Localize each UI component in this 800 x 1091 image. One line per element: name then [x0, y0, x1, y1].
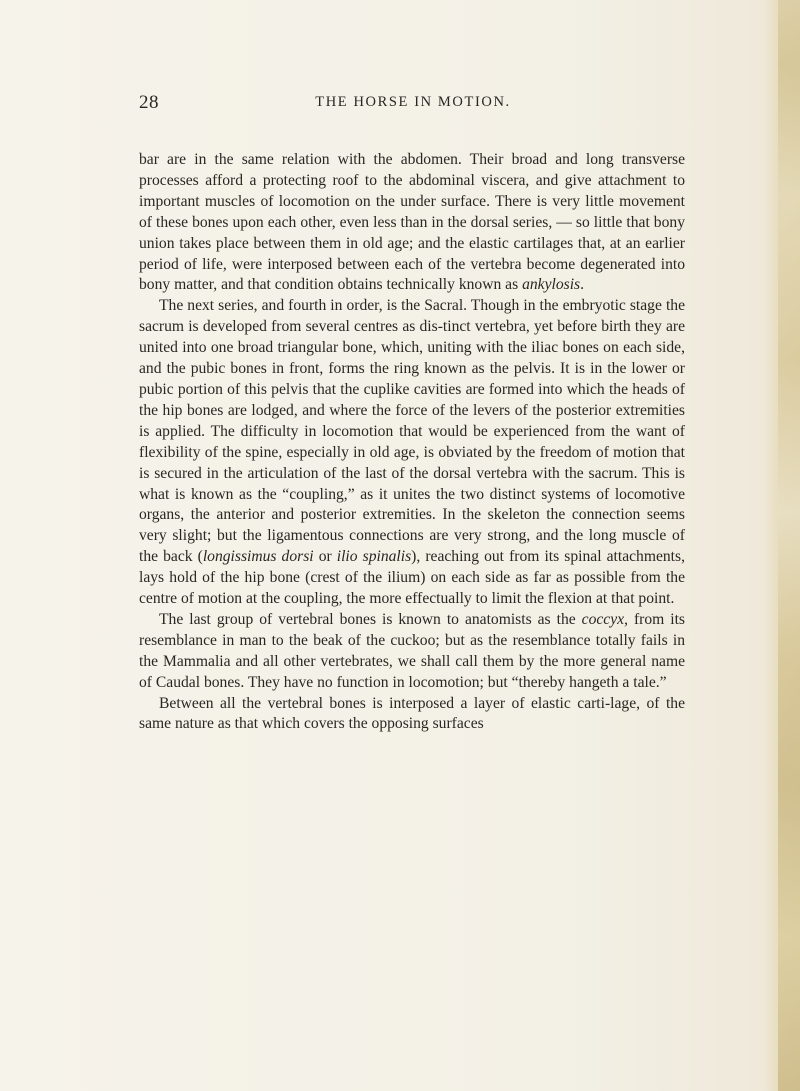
running-title: THE HORSE IN MOTION.	[315, 94, 511, 110]
text-span: The next series, and fourth in order, is the Sacral. Though in the embryotic stage the sacrum is developed from several centres as dis-tinct vertebra, yet before birth they are united into one broad triangular bone, which, uniting with the iliac bones on each side, and the pubic bones in front, forms the ring known as the pelvis. It is in the lower or pubic portion of this pelvis that the cuplike cavities are formed into which the heads of the hip bones are lodged, and where the force of the levers of the posterior extremities is applied. The difficulty in locomotion that would be experienced from the want of flexibility of the spine, especially in old age, is obviated by the freedom of motion that is secured in the articulation of the last of the dorsal vertebra with the sacrum. This is what is known as the “coupling,” as it unites the two distinct systems of locomotive organs, the anterior and posterior extremities. In the skeleton the connection seems very slight; but the ligamentous connections are very strong, and the long muscle of the back (	[139, 297, 685, 566]
text-span: bar are in the same relation with the abdomen. Their broad and long transverse processes afford a protecting roof to the abdominal viscera, and give attachment to important muscles of locomotion on the under surface. There is very little movement of these bones upon each other, even less than in the dorsal series, — so little that bony union takes place between them in old age; and the elastic cartilages that, at an earlier period of life, were interposed between each of the vertebra become degenerated into bony matter, and that condition obtains technically known as	[139, 151, 685, 294]
paragraph-caudal	[139, 610, 685, 694]
page-edge-shadow	[764, 0, 778, 1091]
italic-term: ilio spinalis	[336, 548, 412, 566]
page-edge-stain	[778, 0, 800, 1091]
italic-term: coccyx	[581, 610, 625, 628]
italic-term: ankylosis	[522, 276, 581, 294]
text-span: ), reaching out from its spinal attachments, lays hold of the hip bone (crest of the ilium) on each side as far as possible from the centre of motion at the coupling, the more effectually to limit the flexion at that point.	[139, 548, 685, 608]
paragraph-cartilage	[139, 694, 685, 736]
page-number: 28	[139, 92, 159, 113]
text-span: or	[313, 548, 337, 566]
paragraph-lumbar	[139, 150, 685, 296]
text-span: Between all the vertebral bones is interposed a layer of elastic carti-lage, of the same nature as that which covers the opposing surfaces	[139, 694, 685, 733]
text-span: .	[580, 276, 585, 294]
paragraph-sacral	[139, 296, 685, 610]
text-span: The last group of vertebral bones is known to anatomists as the	[159, 610, 582, 628]
italic-term: longissimus dorsi	[202, 548, 314, 566]
body-text	[139, 150, 685, 735]
running-head	[139, 92, 687, 118]
text-span: , from its resemblance in man to the beak of the cuckoo; but as the resemblance totally fails in the Mammalia and all other vertebrates, we shall call them by the more general name of Caudal bones. They have no function in locomotion; but “thereby hangeth a tale.”	[139, 610, 685, 691]
